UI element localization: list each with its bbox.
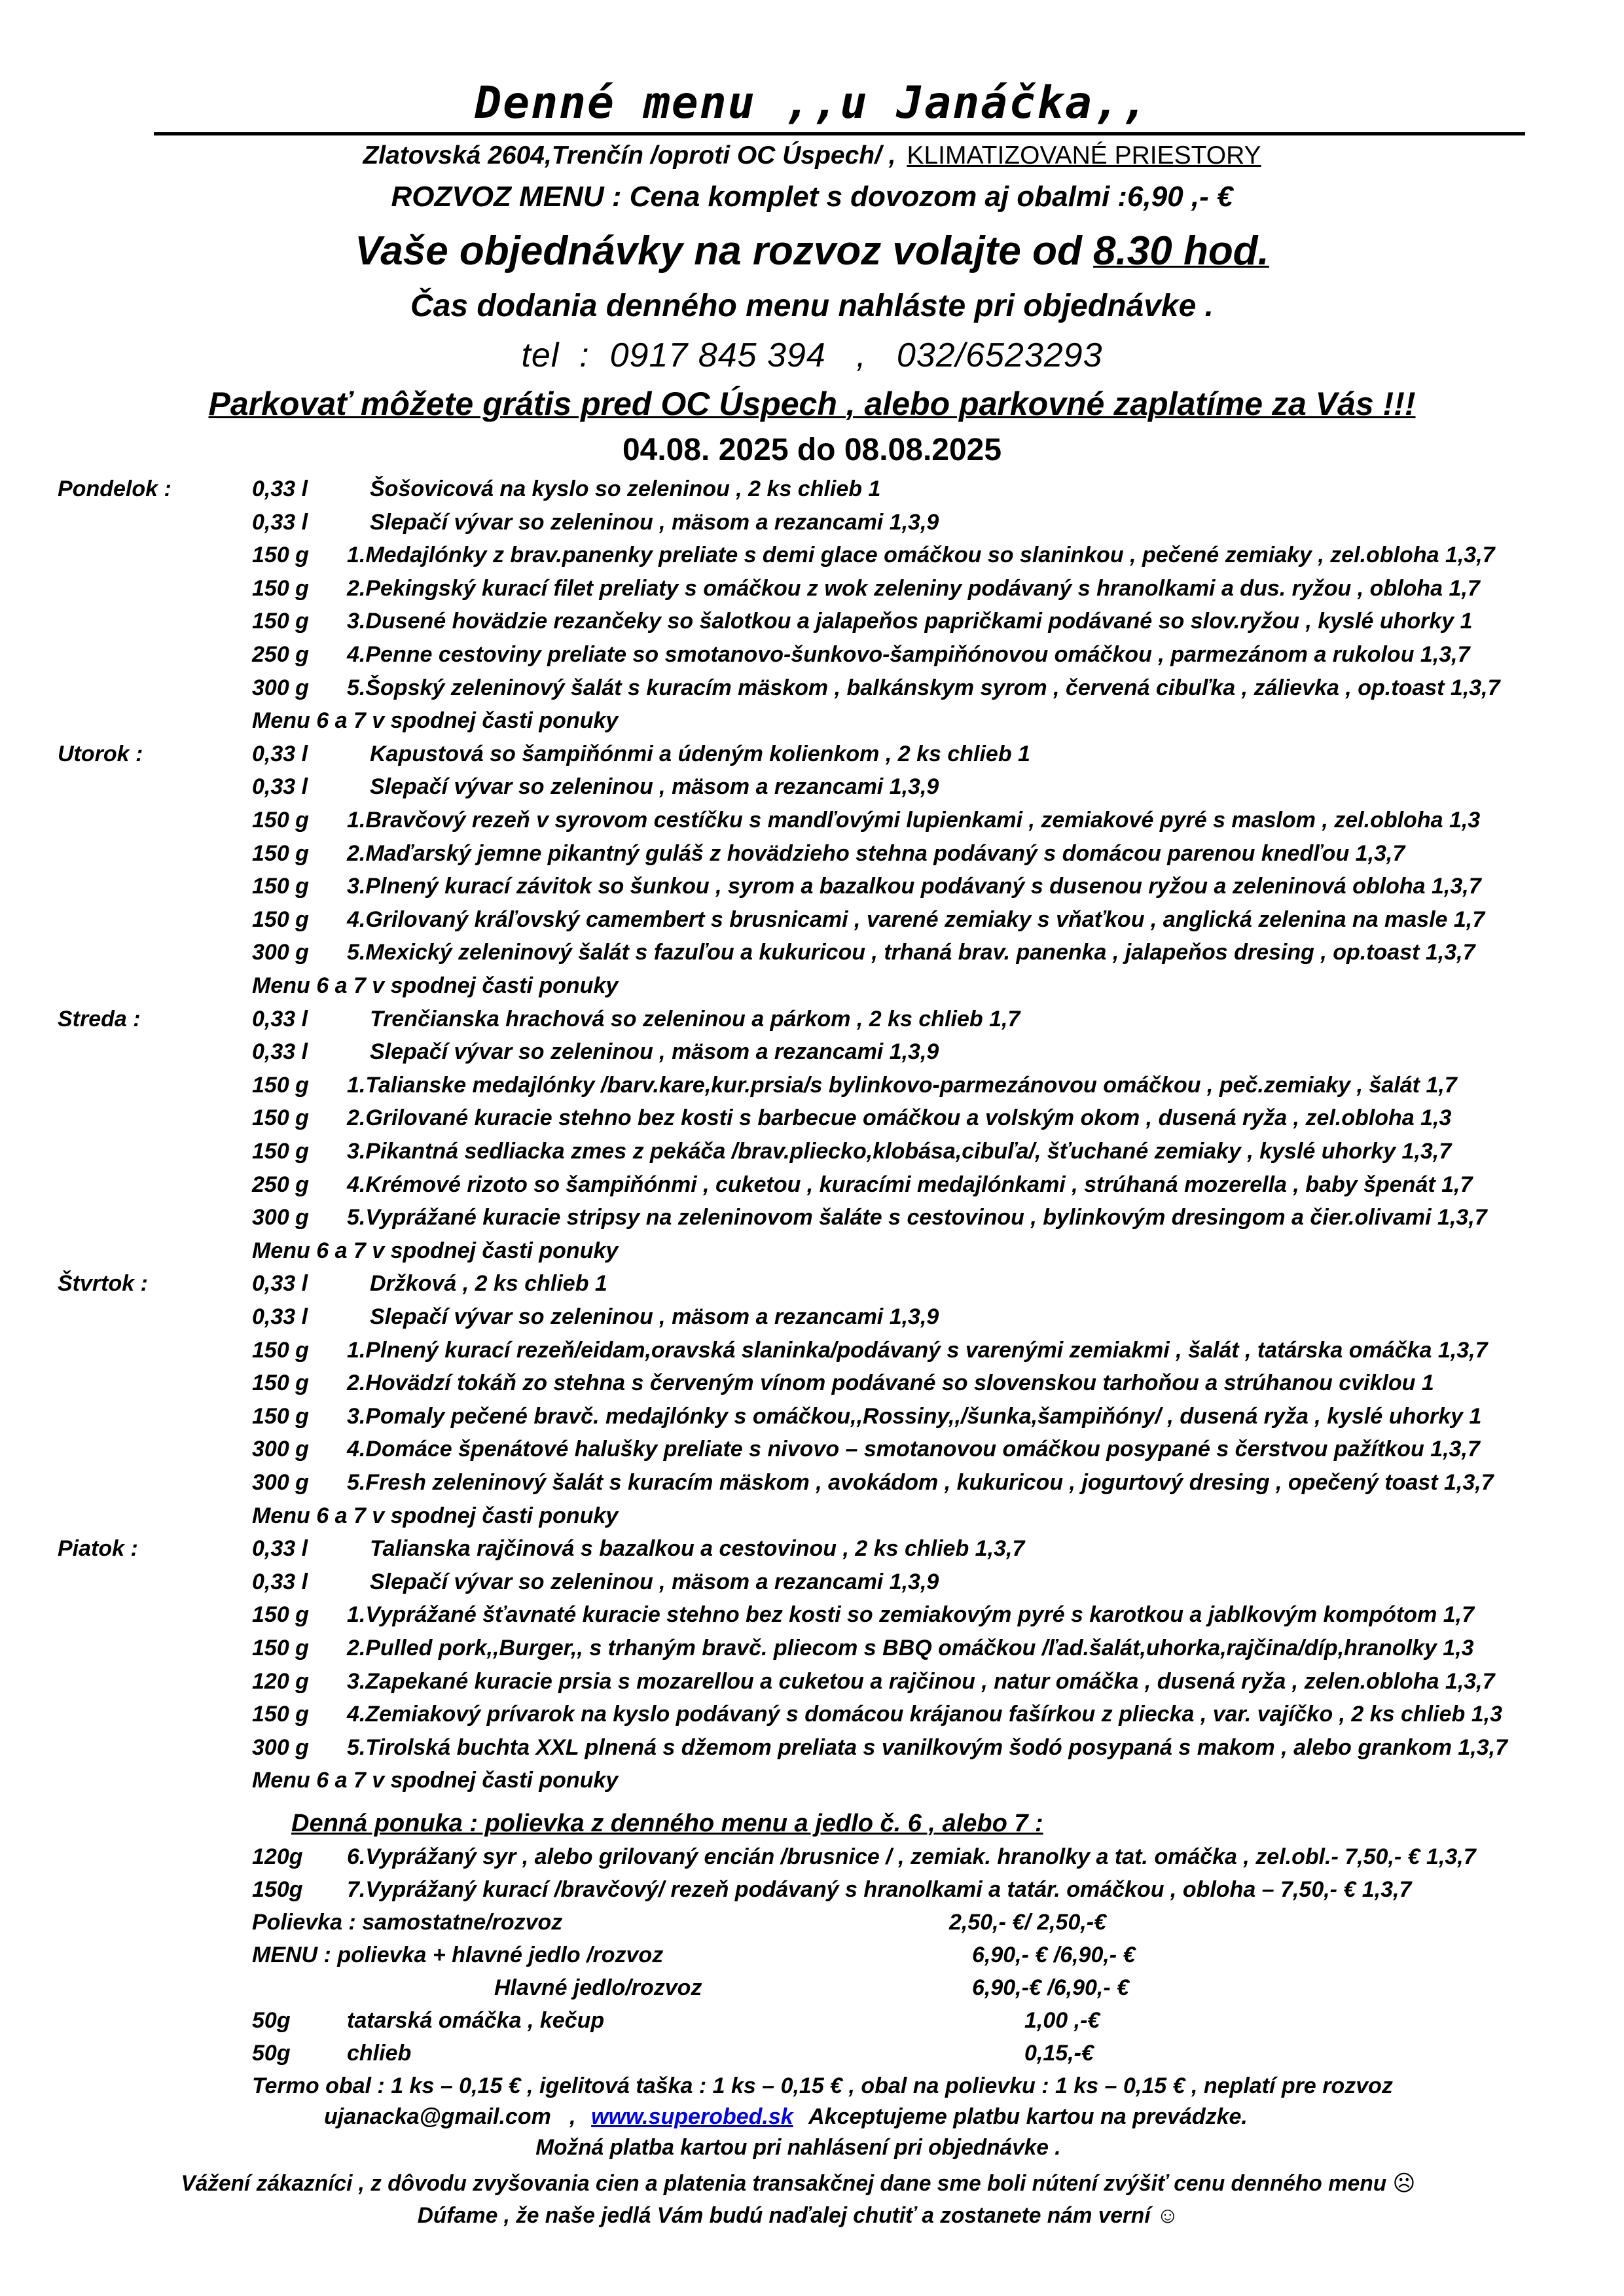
- item-quantity: 300 g: [252, 1470, 309, 1495]
- price-value: 2,50,- €/ 2,50,-€: [949, 1910, 1107, 1935]
- item-quantity: 0,33 l: [252, 510, 308, 535]
- item-description: Slepačí vývar so zeleninou , mäsom a rezancami 1,3,9: [370, 1570, 939, 1594]
- card-note: Akceptujeme platbu kartou na prevádzke.: [808, 2104, 1248, 2129]
- item-description: Slepačí vývar so zeleninou , mäsom a rezancami 1,3,9: [370, 1304, 939, 1329]
- item-description: Kapustová so šampiňónmi a údeným kolienkom , 2 ks chlieb 1: [370, 742, 1030, 766]
- email: ujanacka@gmail.com ,: [324, 2104, 576, 2129]
- item-description: Talianska rajčinová s bazalkou a cestovinou , 2 ks chlieb 1,3,7: [370, 1536, 1025, 1561]
- item-quantity: 150 g: [252, 1105, 309, 1130]
- item-quantity: 150 g: [252, 1371, 309, 1395]
- item-quantity: 150 g: [252, 1636, 309, 1660]
- item-description: Slepačí vývar so zeleninou , mäsom a rezancami 1,3,9: [370, 1039, 939, 1064]
- item-quantity: 300 g: [252, 1205, 309, 1230]
- item-quantity: 150 g: [252, 907, 309, 932]
- contact-line: [324, 2104, 1248, 2130]
- item-quantity: 150 g: [252, 1602, 309, 1627]
- extra-name: chlieb: [347, 2041, 412, 2066]
- item-description: 2.Grilované kuracie stehno bez kosti s barbecue omáčkou a volským okom , dusená ryža , zel.obloha 1,3: [347, 1105, 1452, 1130]
- item-description: 4.Krémové rizoto so šampiňónmi , cuketou , kuracími medajlónkami , strúhaná mozerella , baby špenát 1,7: [347, 1172, 1473, 1197]
- item-description: 5.Fresh zeleninový šalát s kuracím mäskom , avokádom , kukuricou , jogurtový dresing , opečený toast 1,3,7: [347, 1470, 1494, 1495]
- item-quantity: 0,33 l: [252, 1536, 308, 1561]
- extra-qty: 50g: [252, 2008, 291, 2033]
- order-hours-prefix: Vaše objednávky na rozvoz volajte od: [355, 228, 1094, 274]
- item-description: Slepačí vývar so zeleninou , mäsom a rezancami 1,3,9: [370, 774, 939, 799]
- item-quantity: 150 g: [252, 576, 309, 601]
- title-divider: [154, 132, 1525, 135]
- offer-item-desc: 6.Vyprážaný syr , alebo grilovaný encián /brusnice / , zemiak. hranolky a tat. omáčka , zel.obl.- 7,50,- € 1,3,7: [347, 1844, 1476, 1869]
- item-description: 5.Vyprážané kuracie stripsy na zeleninovom šaláte s cestovinou , bylinkovým dresingom a čier.olivami 1,3,7: [347, 1205, 1487, 1230]
- card-delivery-note: Možná platba kartou pri nahlásení pri objednávke .: [535, 2135, 1061, 2160]
- item-quantity: 150 g: [252, 1404, 309, 1429]
- price-label: MENU : polievka + hlavné jedlo /rozvoz: [252, 1943, 664, 1967]
- item-description: 5.Šopský zeleninový šalát s kuracím mäskom , balkánskym syrom , červená cibuľka , zálievka , op.toast 1,3,7: [347, 675, 1500, 700]
- price-label: Hlavné jedlo/rozvoz: [494, 1975, 702, 2000]
- page-title: Denné menu ,,u Janáčka,,: [475, 77, 1149, 129]
- item-description: Držková , 2 ks chlieb 1: [370, 1271, 607, 1296]
- item-description: 1.Bravčový rezeň v syrovom cestíčku s mandľovými lupienkami , zemiakové pyré s maslom , zel.obloha 1,3: [347, 808, 1481, 833]
- climate-note: KLIMATIZOVANÉ PRIESTORY: [907, 141, 1261, 170]
- menu-note: Menu 6 a 7 v spodnej časti ponuky: [252, 973, 619, 998]
- item-description: 2.Maďarský jemne pikantný guláš z hovädzieho stehna podávaný s domácou parenou knedľou 1,3,7: [347, 841, 1405, 866]
- website-link[interactable]: www.superobed.sk: [591, 2104, 793, 2129]
- price-value: 6,90,-€ /6,90,- €: [972, 1975, 1130, 2000]
- item-quantity: 150 g: [252, 609, 309, 634]
- item-quantity: 0,33 l: [252, 774, 308, 799]
- item-quantity: 0,33 l: [252, 1570, 308, 1594]
- menu-note: Menu 6 a 7 v spodnej časti ponuky: [252, 1768, 619, 1793]
- item-description: 3.Plnený kurací závitok so šunkou , syrom a bazalkou podávaný s dusenou ryžou a zeleninová obloha 1,3,7: [347, 874, 1481, 899]
- item-quantity: 300 g: [252, 1437, 309, 1462]
- item-description: 5.Tirolská buchta XXL plnená s džemom preliata s vanilkovým šodó posypaná s makom , alebo grankom 1,3,7: [347, 1735, 1508, 1760]
- item-quantity: 150 g: [252, 1702, 309, 1727]
- price-label: Polievka : samostatne/rozvoz: [252, 1910, 563, 1935]
- item-quantity: 150 g: [252, 1139, 309, 1164]
- item-description: Trenčianska hrachová so zeleninou a párkom , 2 ks chlieb 1,7: [370, 1007, 1020, 1031]
- item-description: 5.Mexický zeleninový šalát s fazuľou a kukuricou , trhaná brav. panenka , jalapeňos dresing , op.toast 1,3,7: [347, 940, 1475, 965]
- extra-name: tatarská omáčka , kečup: [347, 2008, 605, 2033]
- price-notice: Vážení zákazníci , z dôvodu zvyšovania cien a platenia transakčnej dane sme boli nútení zvýšiť cenu denného menu ☹: [181, 2171, 1416, 2196]
- extra-qty: 50g: [252, 2041, 291, 2066]
- item-quantity: 300 g: [252, 940, 309, 965]
- order-hours: [0, 228, 1624, 274]
- item-description: 3.Pomaly pečené bravč. medajlónky s omáčkou,,Rossiny,,/šunka,šampiňóny/ , dusená ryža , kyslé uhorky 1: [347, 1404, 1482, 1429]
- item-quantity: 150 g: [252, 1338, 309, 1363]
- parking-note: Parkovať môžete grátis pred OC Úspech , alebo parkovné zaplatíme za Vás !!!: [208, 386, 1416, 422]
- item-description: 1.Talianske medajlónky /barv.kare,kur.prsia/s bylinkovo-parmezánovou omáčkou , peč.zemiaky , šalát 1,7: [347, 1073, 1457, 1098]
- day-name: Štvrtok :: [58, 1271, 148, 1296]
- item-description: 3.Pikantná sedliacka zmes z pekáča /brav.pliecko,klobása,cibuľa/, šťuchané zemiaky , kyslé uhorky 1,3,7: [347, 1139, 1452, 1164]
- day-name: Streda :: [58, 1007, 141, 1031]
- item-description: 2.Pulled pork,,Burger,, s trhaným bravč. pliecom s BBQ omáčkou /ľad.šalát,uhorka,rajčina/díp,hranolky 1,3: [347, 1636, 1474, 1660]
- item-quantity: 300 g: [252, 675, 309, 700]
- menu-note: Menu 6 a 7 v spodnej časti ponuky: [252, 1238, 619, 1263]
- item-quantity: 150 g: [252, 841, 309, 866]
- phone-numbers: tel : 0917 845 394 , 032/6523293: [521, 336, 1103, 374]
- extra-price: 0,15,-€: [1024, 2041, 1094, 2066]
- order-hours-time: 8.30 hod.: [1093, 228, 1269, 274]
- item-description: 1.Medajlónky z brav.panenky preliate s demi glace omáčkou so slaninkou , pečené zemiaky , zel.obloha 1,3,7: [347, 543, 1495, 567]
- item-quantity: 120 g: [252, 1669, 309, 1694]
- item-description: Slepačí vývar so zeleninou , mäsom a rezancami 1,3,9: [370, 510, 939, 535]
- item-quantity: 0,33 l: [252, 742, 308, 766]
- item-description: 4.Penne cestoviny preliate so smotanovo-šunkovo-šampiňónovou omáčkou , parmezánom a rukolou 1,3,7: [347, 642, 1470, 667]
- day-name: Piatok :: [58, 1536, 138, 1561]
- item-quantity: 0,33 l: [252, 476, 308, 501]
- item-description: 4.Domáce špenátové halušky preliate s nivovo – smotanovou omáčkou posypané s čerstvou pažítkou 1,3,7: [347, 1437, 1480, 1462]
- item-description: Šošovicová na kyslo so zeleninou , 2 ks chlieb 1: [370, 476, 881, 501]
- item-description: 1.Plnený kurací rezeň/eidam,oravská slaninka/podávaný s varenými zemiakmi , šalát , tatárska omáčka 1,3,7: [347, 1338, 1488, 1363]
- item-quantity: 150 g: [252, 874, 309, 899]
- item-description: 1.Vyprážané šťavnaté kuracie stehno bez kosti so zemiakovým pyré s karotkou a jablkovým kompótom 1,7: [347, 1602, 1475, 1627]
- item-quantity: 0,33 l: [252, 1271, 308, 1296]
- packaging-note: Termo obal : 1 ks – 0,15 € , igelitová taška : 1 ks – 0,15 € , obal na polievku : 1 ks – 0,15 € , neplatí pre rozvoz: [252, 2073, 1393, 2098]
- menu-note: Menu 6 a 7 v spodnej časti ponuky: [252, 1503, 619, 1528]
- offer-item-qty: 120g: [252, 1844, 303, 1869]
- item-quantity: 150 g: [252, 808, 309, 833]
- item-quantity: 250 g: [252, 642, 309, 667]
- item-quantity: 250 g: [252, 1172, 309, 1197]
- delivery-price: ROZVOZ MENU : Cena komplet s dovozom aj obalmi :6,90 ,- €: [391, 181, 1233, 213]
- menu-note: Menu 6 a 7 v spodnej časti ponuky: [252, 708, 619, 733]
- offer-item-desc: 7.Vyprážaný kurací /bravčový/ rezeň podávaný s hranolkami a tatár. omáčkou , obloha – 7,50,- € 1,3,7: [347, 1877, 1412, 1902]
- item-quantity: 150 g: [252, 543, 309, 567]
- item-quantity: 150 g: [252, 1073, 309, 1098]
- item-description: 2.Hovädzí tokáň zo stehna s červeným vínom podávané so slovenskou tarhoňou a strúhanou cviklou 1: [347, 1371, 1434, 1395]
- price-value: 6,90,- € /6,90,- €: [972, 1943, 1136, 1967]
- day-name: Utorok :: [58, 742, 143, 766]
- item-quantity: 300 g: [252, 1735, 309, 1760]
- item-quantity: 0,33 l: [252, 1007, 308, 1031]
- address-line: [0, 141, 1624, 170]
- address: Zlatovská 2604,Trenčín /oproti OC Úspech/ ,: [363, 141, 896, 170]
- closing-note: Dúfame , že naše jedlá Vám budú naďalej chutiť a zostanete nám verní ☺: [417, 2203, 1180, 2228]
- offer-item-qty: 150g: [252, 1877, 303, 1902]
- item-quantity: 0,33 l: [252, 1304, 308, 1329]
- item-description: 3.Zapekané kuracie prsia s mozarellou a cuketou a rajčinou , natur omáčka , dusená ryža , zelen.obloha 1,3,7: [347, 1669, 1495, 1694]
- delivery-time-note: Čas dodania denného menu nahláste pri objednávke .: [410, 289, 1214, 323]
- date-range: 04.08. 2025 do 08.08.2025: [622, 433, 1002, 467]
- item-description: 3.Dusené hovädzie rezančeky so šalotkou a jalapeňos papričkami podávané so slov.ryžou , kyslé uhorky 1: [347, 609, 1473, 634]
- item-description: 4.Grilovaný kráľovský camembert s brusnicami , varené zemiaky s vňaťkou , anglická zelenina na masle 1,7: [347, 907, 1485, 932]
- day-name: Pondelok :: [58, 476, 171, 501]
- item-description: 4.Zemiakový prívarok na kyslo podávaný s domácou krájanou fašírkou z pliecka , var. vajíčko , 2 ks chlieb 1,3: [347, 1702, 1503, 1727]
- extra-price: 1,00 ,-€: [1024, 2008, 1100, 2033]
- daily-offer-heading: Denná ponuka : polievka z denného menu a jedlo č. 6 , alebo 7 :: [291, 1810, 1043, 1837]
- item-description: 2.Pekingský kurací filet preliaty s omáčkou z wok zeleniny podávaný s hranolkami a dus. ryžou , obloha 1,7: [347, 576, 1480, 601]
- item-quantity: 0,33 l: [252, 1039, 308, 1064]
